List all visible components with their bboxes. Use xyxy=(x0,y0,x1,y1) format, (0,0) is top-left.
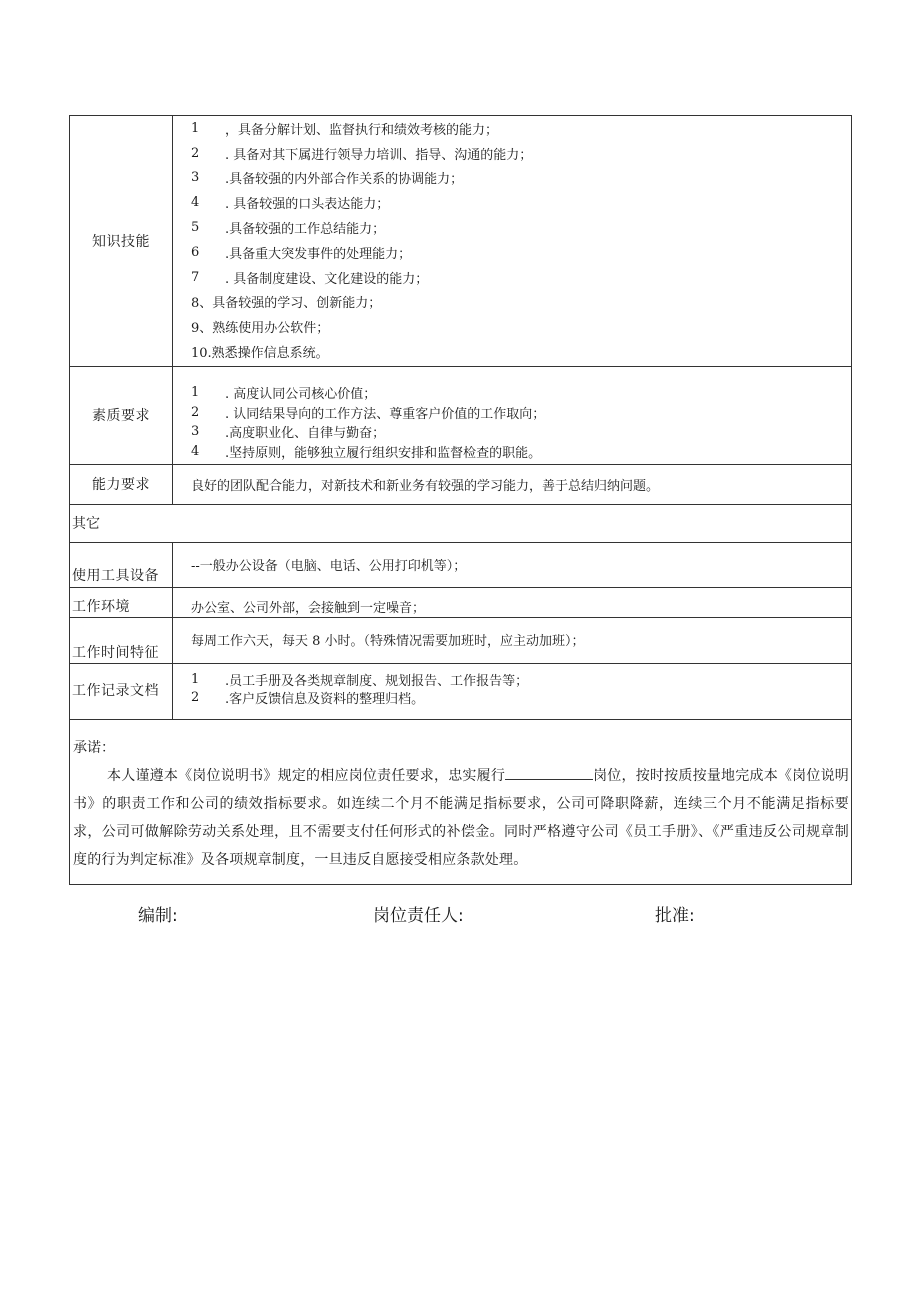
environment-row xyxy=(70,587,852,617)
environment-content: 办公室、公司外部，会接触到一定噪音； xyxy=(173,587,852,617)
list-item: 3 .高度职业化、自律与勤奋； xyxy=(191,424,386,442)
list-item: 1 ，具备分解计划、监督执行和绩效考核的能力； xyxy=(191,120,499,138)
other-row xyxy=(70,504,852,542)
ability-content: 良好的团队配合能力，对新技术和新业务有较强的学习能力，善于总结归纳问题。 xyxy=(173,464,852,504)
signature-responsible: 岗位责任人: xyxy=(373,906,464,926)
knowledge-row xyxy=(70,116,852,367)
signature-compiled-by: 编制: xyxy=(138,906,178,926)
other-label: 其它 xyxy=(70,504,852,542)
position-blank xyxy=(505,765,593,780)
list-item: 2 .客户反馈信息及资料的整理归档。 xyxy=(191,690,425,708)
list-item: 6 .具备重大突发事件的处理能力； xyxy=(191,244,412,262)
worktime-content: 每周工作六天，每天 8 小时。（特殊情况需要加班时，应主动加班）； xyxy=(173,617,852,663)
job-description-table xyxy=(69,115,852,885)
records-label: 工作记录文档 xyxy=(70,663,173,719)
signature-approved: 批准: xyxy=(655,906,695,926)
list-item: 10.熟悉操作信息系统。 xyxy=(191,346,329,362)
list-item: 4 . 具备较强的口头表达能力； xyxy=(191,195,390,213)
environment-label: 工作环境 xyxy=(70,587,173,617)
records-row xyxy=(70,663,852,719)
quality-row xyxy=(70,366,852,464)
knowledge-content xyxy=(173,116,852,367)
ability-row xyxy=(70,464,852,504)
list-item: 7 . 具备制度建设、文化建设的能力； xyxy=(191,269,429,287)
list-item: 2 . 认同结果导向的工作方法、尊重客户价值的工作取向； xyxy=(191,404,546,422)
knowledge-label: 知识技能 xyxy=(70,116,173,367)
list-item: 2 . 具备对其下属进行领导力培训、指导、沟通的能力； xyxy=(191,145,533,163)
tools-row xyxy=(70,542,852,587)
commitment-content xyxy=(70,719,852,884)
list-item: 1 . 高度认同公司核心价值； xyxy=(191,385,377,403)
ability-label: 能力要求 xyxy=(70,464,173,504)
commitment-row xyxy=(70,719,852,884)
tools-label: 使用工具设备 xyxy=(70,542,173,587)
quality-label: 素质要求 xyxy=(70,366,173,464)
list-item: 8、具备较强的学习、创新能力； xyxy=(191,296,382,312)
list-item: 5 .具备较强的工作总结能力； xyxy=(191,220,386,238)
list-item: 1 .员工手册及各类规章制度、规划报告、工作报告等； xyxy=(191,671,529,689)
list-item: 9、熟练使用办公软件； xyxy=(191,321,330,337)
records-content xyxy=(173,663,852,719)
list-item: 3 .具备较强的内外部合作关系的协调能力； xyxy=(191,170,464,188)
quality-content xyxy=(173,366,852,464)
commitment-title: 承诺： xyxy=(73,739,115,756)
worktime-row xyxy=(70,617,852,663)
worktime-label: 工作时间特征 xyxy=(70,617,173,663)
commitment-text: 本人谨遵本《岗位说明书》规定的相应岗位责任要求，忠实履行 岗位，按时按质按量地完成本《岗位说明书》的职责工作和公司的绩效指标要求。如连续二个月不能满足指标要求，公司可降职降薪，连续三个月不能满足指标要求，公司可做解除劳动关系处理，且不需要支付任何形式的补偿金。同时严格遵守公司《员工手册》、《严重违反公司规章制度的行为判定标准》及各项规章制度，一旦违反自愿接受相应条款处理。 xyxy=(73,762,849,874)
list-item: 4 .坚持原则，能够独立履行组织安排和监督检查的职能。 xyxy=(191,443,542,461)
tools-content: --一般办公设备（电脑、电话、公用打印机等）； xyxy=(173,542,852,587)
